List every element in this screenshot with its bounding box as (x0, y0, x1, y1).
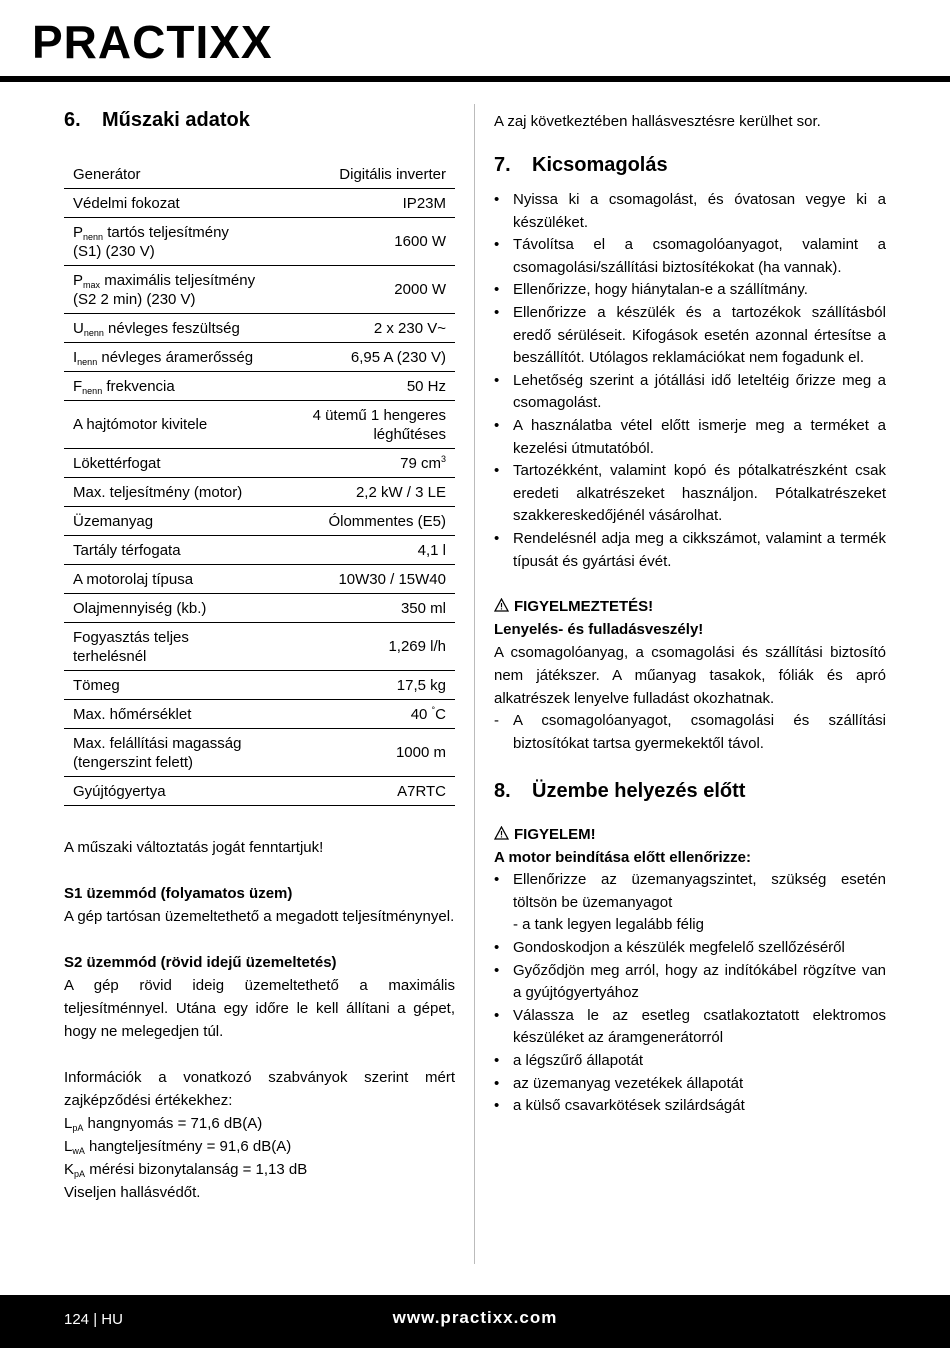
website-url: www.practixx.com (392, 1308, 558, 1327)
s1-title: S1 üzemmód (folyamatos üzem) (64, 885, 293, 902)
list-item: • az üzemanyag vezetékek állapotát (494, 1073, 886, 1096)
s1-text: A gép tartósan üzemeltethető a megadott teljesítménynyel. (64, 908, 455, 925)
spec-value: 2000 W (288, 266, 455, 314)
noise-value: $K_{pA}$ mérési bizonytalanság = 1,13 dB (64, 1161, 308, 1179)
spec-label: Gyújtógyertya (64, 777, 288, 806)
spec-value: 1,269 l/h (288, 623, 455, 671)
section-6-heading: 6. Műszaki adatok (64, 109, 250, 131)
s2-text: A gép rövid ideig üzemeltethető a maximális teljesítménnyel. Utána egy időre le kell állítani a gépet, hogy ne melegedjen túl. (64, 977, 455, 1040)
spec-label: A hajtómotor kivitele (64, 401, 288, 449)
spec-row (64, 189, 455, 218)
spec-label: Tömeg (64, 671, 288, 700)
spec-row (64, 623, 455, 671)
noise-value: $L_{wA}$ hangteljesítmény = 91,6 dB(A) (64, 1138, 292, 1156)
spec-value: 4 ütemű 1 hengeres léghűtéses (288, 401, 455, 449)
s2-title: S2 üzemmód (rövid idejű üzemeltetés) (64, 954, 337, 971)
spec-row (64, 401, 455, 449)
warning-triangle-icon (494, 598, 509, 612)
spec-row (64, 314, 455, 343)
list-item: • Válassza le az esetleg csatlakoztatott elektromos készüléket az áramgenerátorról (494, 1005, 886, 1050)
list-item: • Győződjön meg arról, hogy az indítókábel rögzítve van a gyújtógyertyához (494, 960, 886, 1005)
spec-value: Digitális inverter (288, 160, 455, 189)
section-8-heading: 8. Üzembe helyezés előtt (494, 780, 746, 803)
spec-row (64, 536, 455, 565)
list-item: • a külső csavarkötések szilárdságát (494, 1095, 886, 1118)
spec-value: A7RTC (288, 777, 455, 806)
spec-label: Lökettérfogat (64, 449, 288, 478)
spec-label: $U_{nenn}$ névleges feszültség (64, 314, 288, 343)
spec-label: Max. felállítási magasság (tengerszint felett) (64, 729, 288, 777)
list-item: - A csomagolóanyagot, csomagolási és szállítási biztosítókat tartsa gyermekektől távol. (494, 710, 886, 755)
spec-label: Generátor (64, 160, 288, 189)
spec-value: 17,5 kg (288, 671, 455, 700)
spec-label: $F_{nenn}$ frekvencia (64, 372, 288, 401)
warning-title: FIGYELMEZTETÉS! (494, 595, 886, 618)
spec-row (64, 478, 455, 507)
warning-dash-list (494, 710, 886, 755)
noise-hearing-note: A zaj következtében hallásvesztésre kerülhet sor. (494, 113, 821, 130)
unpack-list (494, 189, 886, 573)
spec-value: 1000 m (288, 729, 455, 777)
spec-row (64, 594, 455, 623)
list-item: • Ellenőrizze, hogy hiánytalan-e a szállítmány. (494, 279, 886, 302)
spec-label: Fogyasztás teljes terhelésnél (64, 623, 288, 671)
spec-label: $P_{nenn}$ tartós teljesítmény (S1) (230 V) (64, 218, 288, 266)
spec-row (64, 671, 455, 700)
attention-title: FIGYELEM! (494, 823, 886, 846)
spec-label: Védelmi fokozat (64, 189, 288, 218)
check-list (494, 869, 886, 1118)
list-item: • Nyissa ki a csomagolást, és óvatosan vegye ki a készüléket. (494, 189, 886, 234)
spec-row (64, 565, 455, 594)
spec-row (64, 372, 455, 401)
spec-value: 4,1 l (288, 536, 455, 565)
section-7-heading: 7. Kicsomagolás (494, 154, 668, 176)
spec-row (64, 266, 455, 314)
spec-value: Ólommentes (E5) (288, 507, 455, 536)
column-divider (474, 104, 475, 1264)
spec-value: 350 ml (288, 594, 455, 623)
noise-values (64, 1112, 455, 1181)
spec-value: IP23M (288, 189, 455, 218)
header-bar (0, 76, 950, 82)
spec-label: Tartály térfogata (64, 536, 288, 565)
attention-subtitle: A motor beindítása előtt ellenőrizze: (494, 849, 751, 867)
spec-value: 2,2 kW / 3 LE (288, 478, 455, 507)
spec-value: 6,95 A (230 V) (288, 343, 455, 372)
page-number: 124 | HU (64, 1311, 123, 1328)
warning-subtitle: Lenyelés- és fulladásveszély! (494, 621, 704, 639)
list-item: • Gondoskodjon a készülék megfelelő szellőzéséről (494, 937, 886, 960)
right-column (494, 104, 886, 1118)
spec-label: Üzemanyag (64, 507, 288, 536)
spec-label: $P_{max}$ maximális teljesítmény (S2 2 min) (230 V) (64, 266, 288, 314)
noise-value: $L_{pA}$ hangnyomás = 71,6 dB(A) (64, 1115, 263, 1133)
list-item: • Lehetőség szerint a jótállási idő leteltéig őrizze meg a csomagolást. (494, 370, 886, 415)
ear-protection: Viseljen hallásvédőt. (64, 1184, 201, 1201)
left-column (64, 104, 455, 1204)
list-item: • a légszűrő állapotát (494, 1050, 886, 1073)
spec-table (64, 160, 455, 806)
spec-row (64, 218, 455, 266)
spec-value: 1600 W (288, 218, 455, 266)
spec-value: 50 Hz (288, 372, 455, 401)
spec-label: $I_{nenn}$ névleges áramerősség (64, 343, 288, 372)
spec-row (64, 507, 455, 536)
list-item: • Tartozékként, valamint kopó és pótalkatrészként csak eredeti alkatrészeket használjon. Pótalkatrészeket szakkereskedőjénél vásárolhat. (494, 460, 886, 528)
spec-label: Olajmennyiség (kb.) (64, 594, 288, 623)
list-item: • Ellenőrizze az üzemanyagszintet, szükség esetén töltsön be üzemanyagot - a tank legyen legalább félig (494, 869, 886, 937)
list-item: • Rendelésnél adja meg a cikkszámot, valamint a termék típusát és gyártási évét. (494, 528, 886, 573)
spec-label: Max. hőmérséklet (64, 700, 288, 729)
spec-value: 79 $cm^3$ (288, 449, 455, 478)
warning-text: A csomagolóanyag, a csomagolási és szállítási biztosító nem játékszer. A műanyag tasakok, fóliák és apró alkatrészek lenyelve fulladást okozhatnak. (494, 644, 886, 708)
noise-intro: Információk a vonatkozó szabványok szerint mért zajképződési értékekhez: (64, 1069, 455, 1109)
spec-value: 10W30 / 15W40 (288, 565, 455, 594)
spec-value: 40 °C (288, 700, 455, 729)
list-item: • Ellenőrizze a készülék és a tartozékok szállításból eredő sérüléseit. Kifogások esetén azonnal értesítse a beszállítót. Utólagos reklamációkat nem fogadunk el. (494, 302, 886, 370)
spec-row (64, 700, 455, 729)
list-item: • A használatba vétel előtt ismerje meg a terméket a kezelési útmutatóból. (494, 415, 886, 460)
spec-row (64, 343, 455, 372)
technical-change-note: A műszaki változtatás jogát fenntartjuk! (64, 839, 324, 856)
spec-label: A motorolaj típusa (64, 565, 288, 594)
practixx-logo (30, 14, 330, 76)
spec-row (64, 729, 455, 777)
spec-label: Max. teljesítmény (motor) (64, 478, 288, 507)
spec-row (64, 449, 455, 478)
warning-triangle-icon (494, 826, 509, 840)
list-item: • Távolítsa el a csomagolóanyagot, valamint a csomagolási/szállítási biztosítékokat (ha vannak). (494, 234, 886, 279)
logo-text: PRACTIXX (32, 16, 273, 68)
spec-row (64, 160, 455, 189)
footer (0, 1295, 950, 1348)
spec-row (64, 777, 455, 806)
spec-value: 2 x 230 V~ (288, 314, 455, 343)
